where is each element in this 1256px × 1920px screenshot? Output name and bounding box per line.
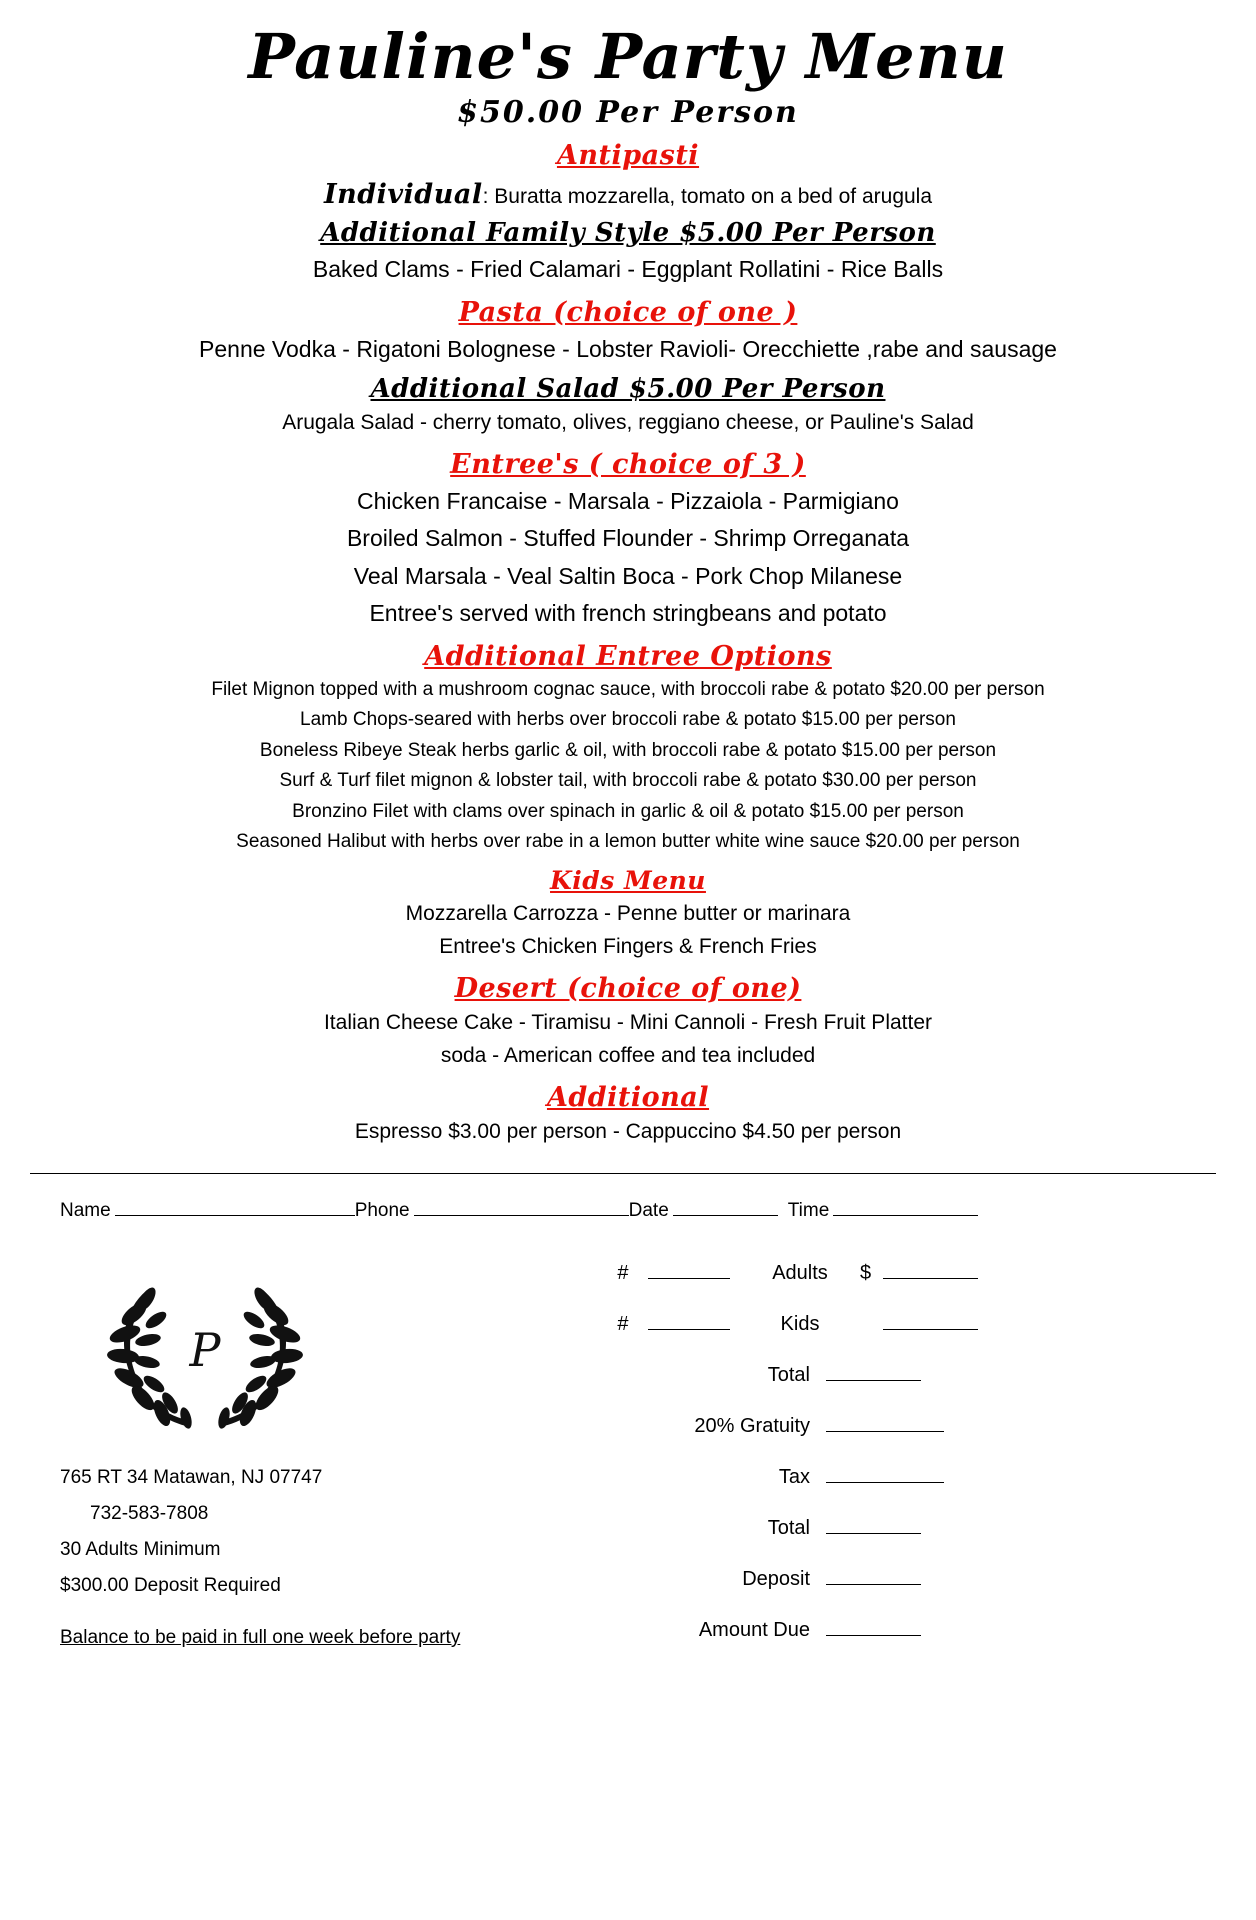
kids-line: Mozzarella Carrozza - Penne butter or marinara <box>405 901 851 925</box>
individual-description: Buratta mozzarella, tomato on a bed of arugula <box>494 185 933 209</box>
contact-row <box>60 1200 1226 1222</box>
antipasti-individual-row <box>30 179 1226 210</box>
additional-entree-line: Seasoned Halibut with herbs over rabe in a lemon butter white wine sauce $20.00 per person <box>236 831 1020 853</box>
deposit-label: Deposit <box>742 1568 810 1590</box>
deposit-row <box>510 1568 1226 1591</box>
section-heading-pasta: Pasta (choice of one ) <box>458 296 798 328</box>
total-input[interactable] <box>826 1519 921 1534</box>
additional-entree-line: Lamb Chops-seared with herbs over broccoli rabe & potato $15.00 per person <box>300 709 956 731</box>
deposit-input[interactable] <box>826 1570 921 1585</box>
balance-note: Balance to be paid in full one week before party <box>60 1627 461 1648</box>
section-heading-kids: Kids Menu <box>550 865 706 895</box>
gratuity-label: 20% Gratuity <box>694 1415 810 1437</box>
total-label: Total <box>767 1517 810 1539</box>
menu-price: $50.00 Per Person <box>457 95 799 131</box>
additional-entree-line: Boneless Ribeye Steak herbs garlic & oil, with broccoli rabe & potato $15.00 per person <box>259 739 997 761</box>
name-input[interactable] <box>115 1201 355 1216</box>
adults-dollar-sign: $ <box>860 1262 872 1284</box>
subtotal-input[interactable] <box>826 1366 921 1381</box>
section-heading-entrees: Entree's ( choice of 3 ) <box>450 448 806 480</box>
totals-column <box>510 1240 1226 1670</box>
date-input[interactable] <box>673 1201 778 1216</box>
section-heading-family-style: Additional Family Style $5.00 Per Person <box>320 218 936 249</box>
kids-row <box>510 1313 1226 1336</box>
additional-line: Espresso $3.00 per person - Cappuccino $4.50 per person <box>354 1119 902 1143</box>
page-title: Pauline's Party Menu <box>248 20 1008 93</box>
additional-entree-line: Filet Mignon topped with a mushroom cognac sauce, with broccoli rabe & potato $20.00 per person <box>211 678 1045 700</box>
desert-line: Italian Cheese Cake - Tiramisu - Mini Cannoli - Fresh Fruit Platter <box>323 1010 933 1034</box>
gratuity-input[interactable] <box>826 1417 944 1432</box>
address-line: 765 RT 34 Matawan, NJ 07747 <box>60 1467 323 1488</box>
phone-label: Phone <box>354 1200 410 1221</box>
tax-row <box>510 1466 1226 1489</box>
pasta-items: Penne Vodka - Rigatoni Bolognese - Lobster Ravioli- Orecchiette ,rabe and sausage <box>199 335 1057 362</box>
subtotal-label: Total <box>767 1364 810 1386</box>
subtotal-row <box>510 1364 1226 1387</box>
adults-count-input[interactable] <box>648 1264 730 1279</box>
laurel-crest-logo <box>90 1258 320 1443</box>
kids-line: Entree's Chicken Fingers & French Fries <box>439 935 817 959</box>
gratuity-row <box>510 1415 1226 1438</box>
entree-line: Entree's served with french stringbeans and potato <box>369 600 887 627</box>
section-heading-desert: Desert (choice of one) <box>454 972 802 1004</box>
family-style-items: Baked Clams - Fried Calamari - Eggplant Rollatini - Rice Balls <box>312 256 944 283</box>
amount-due-label: Amount Due <box>698 1619 810 1641</box>
desert-line: soda - American coffee and tea included <box>440 1044 816 1068</box>
individual-label: Individual <box>323 179 483 211</box>
entree-line: Veal Marsala - Veal Saltin Boca - Pork Chop Milanese <box>353 562 903 589</box>
additional-entree-line: Surf & Turf filet mignon & lobster tail, with broccoli rabe & potato $30.00 per person <box>279 770 977 792</box>
section-heading-antipasti: Antipasti <box>556 140 700 172</box>
salad-items: Arugala Salad - cherry tomato, olives, reggiano cheese, or Pauline's Salad <box>282 411 974 435</box>
adults-amount-input[interactable] <box>883 1264 978 1279</box>
name-label: Name <box>60 1200 111 1221</box>
section-divider <box>30 1173 1216 1174</box>
adults-row <box>510 1262 1226 1285</box>
additional-entree-line: Bronzino Filet with clams over spinach in garlic & oil & potato $15.00 per person <box>292 800 964 822</box>
phone-input[interactable] <box>414 1201 629 1216</box>
time-label: Time <box>787 1200 830 1221</box>
kids-label: Kids <box>780 1313 820 1335</box>
kids-hash: # <box>617 1313 629 1335</box>
section-heading-additional: Additional <box>546 1081 710 1113</box>
section-heading-additional-entrees: Additional Entree Options <box>424 640 832 672</box>
amount-due-input[interactable] <box>826 1621 921 1636</box>
date-label: Date <box>628 1200 669 1221</box>
adults-hash: # <box>617 1262 629 1284</box>
section-heading-salad: Additional Salad $5.00 Per Person <box>370 374 886 405</box>
entree-line: Broiled Salmon - Stuffed Flounder - Shrimp Orreganata <box>346 525 910 552</box>
adults-label: Adults <box>772 1262 828 1284</box>
tax-label: Tax <box>778 1466 810 1488</box>
kids-count-input[interactable] <box>648 1315 730 1330</box>
kids-amount-input[interactable] <box>883 1315 978 1330</box>
time-input[interactable] <box>833 1201 978 1216</box>
footer-left-column <box>30 1240 510 1649</box>
crest-letter: P <box>189 1323 221 1377</box>
total-row <box>510 1517 1226 1540</box>
minimum-line: 30 Adults Minimum <box>60 1539 221 1560</box>
entree-line: Chicken Francaise - Marsala - Pizzaiola - Parmigiano <box>357 487 899 514</box>
individual-colon: : <box>482 185 489 209</box>
amount-due-row <box>510 1619 1226 1642</box>
phone-line: 732-583-7808 <box>90 1503 209 1524</box>
tax-input[interactable] <box>826 1468 944 1483</box>
deposit-required-line: $300.00 Deposit Required <box>60 1575 281 1596</box>
footer-area <box>30 1240 1226 1670</box>
